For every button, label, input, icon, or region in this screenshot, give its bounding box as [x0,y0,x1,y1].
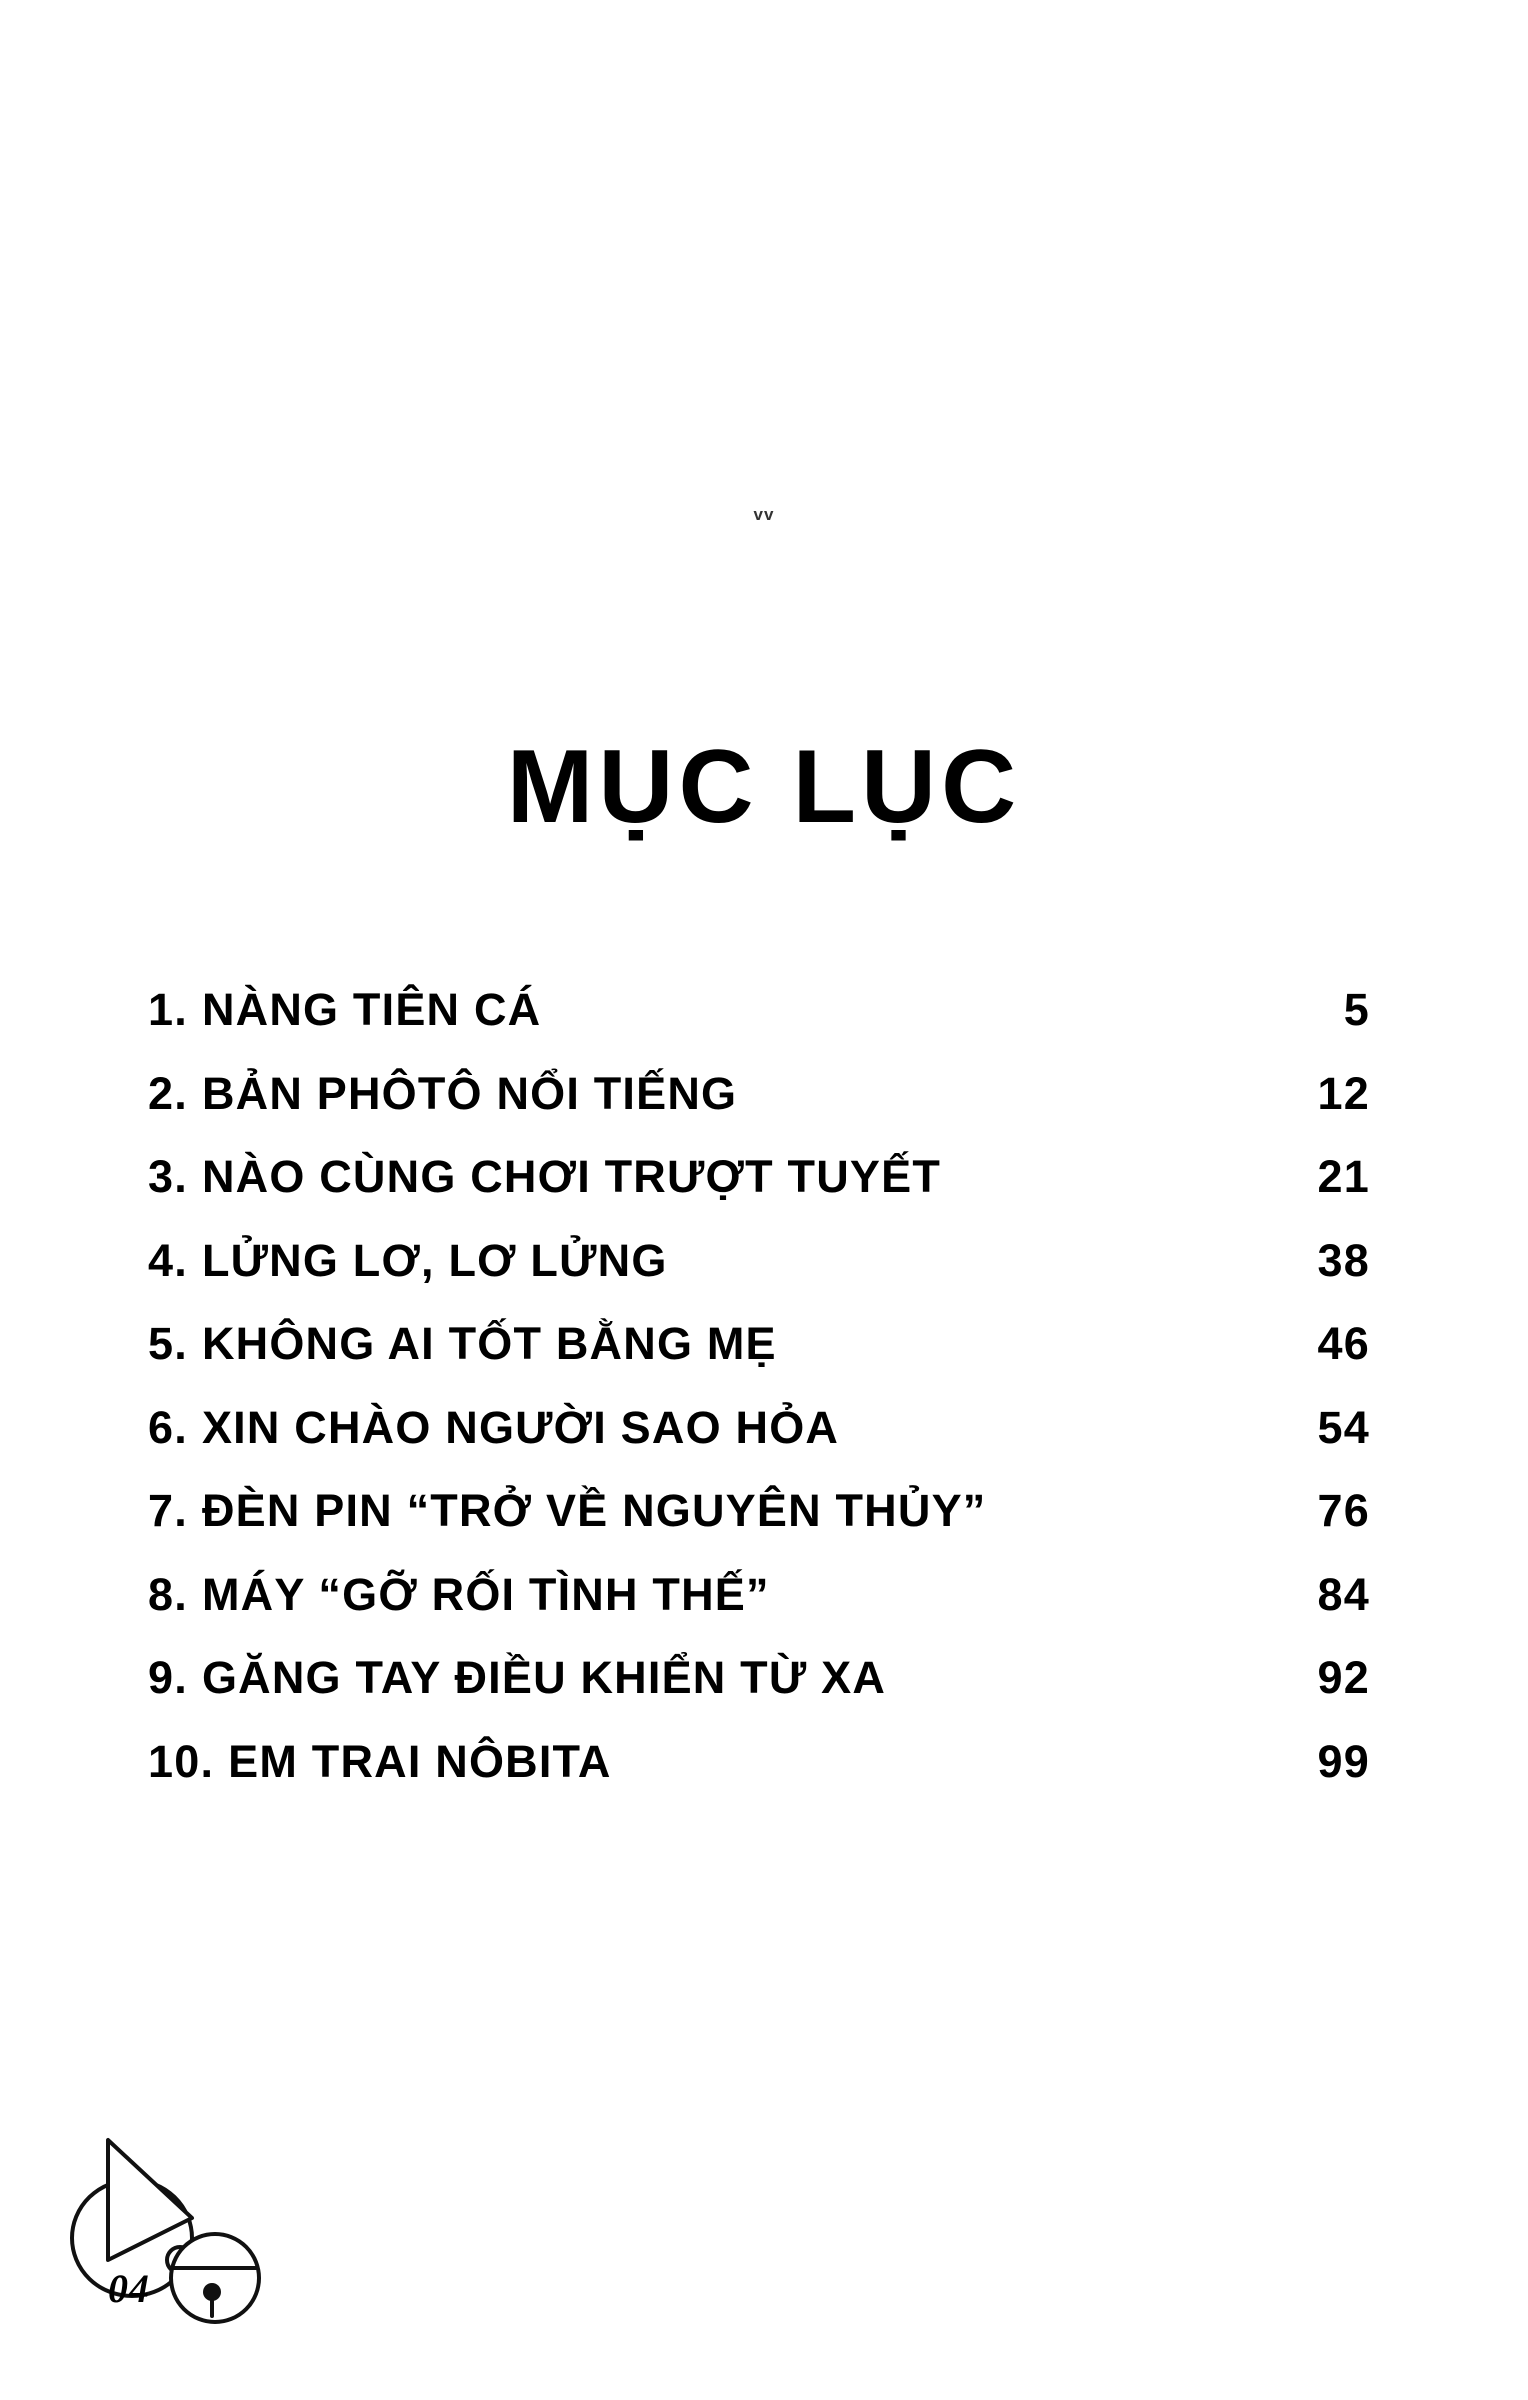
toc-entry-number: 7. [148,1485,188,1536]
toc-entry-label [148,1152,941,1202]
toc-entry-label [148,1069,737,1119]
toc-entry-page: 12 [1317,1067,1370,1119]
toc-entry-label [148,1486,987,1536]
toc-entry-page: 46 [1317,1318,1370,1369]
list-item[interactable] [148,1737,1380,1787]
page-title: MỤC LỤC [506,729,1022,845]
toc-entry-number: 1. [148,984,188,1035]
toc-entry-label [148,985,541,1035]
list-item[interactable] [148,1069,1380,1119]
table-of-contents [148,985,1380,1820]
toc-entry-label [148,1570,770,1620]
toc-entry-number: 9. [148,1652,188,1703]
toc-entry-page: 38 [1317,1234,1370,1286]
toc-entry-label [148,1319,777,1369]
toc-entry-page: 5 [1343,984,1370,1035]
toc-entry-label [148,1403,839,1453]
toc-entry-title: NÀO CÙNG CHƠI TRƯỢT TUYẾT [201,1151,942,1202]
toc-entry-title: GĂNG TAY ĐIỀU KHIỂN TỪ XA [201,1652,887,1703]
list-item[interactable] [148,1653,1380,1703]
toc-entry-number: 5. [148,1318,188,1369]
toc-entry-title: NÀNG TIÊN CÁ [201,984,542,1035]
toc-entry-title: LỬNG LƠ, LƠ LỬNG [201,1234,668,1286]
toc-entry-title: KHÔNG AI TỐT BẰNG MẸ [201,1318,777,1369]
list-item[interactable] [148,1403,1380,1453]
footer-decoration [60,2110,320,2340]
list-item[interactable] [148,985,1380,1035]
toc-entry-title: MÁY “GỠ RỐI TÌNH THẾ” [201,1568,770,1620]
toc-entry-label [148,1236,668,1286]
toc-entry-title: ĐÈN PIN “TRỞ VỀ NGUYÊN THỦY” [201,1485,987,1536]
list-item[interactable] [148,1486,1380,1536]
bell-ribbon-icon [60,2110,320,2340]
toc-entry-number: 8. [148,1568,188,1620]
toc-entry-title: EM TRAI NÔBITA [228,1735,612,1787]
toc-entry-label [148,1653,886,1703]
toc-entry-label [148,1737,612,1787]
toc-entry-page: 99 [1317,1735,1370,1787]
list-item[interactable] [148,1319,1380,1369]
page-number: 04 [108,2266,150,2311]
toc-entry-page: 76 [1317,1485,1370,1536]
toc-entry-page: 21 [1317,1151,1370,1202]
list-item[interactable] [148,1570,1380,1620]
toc-entry-title: BẢN PHÔTÔ NỔI TIẾNG [201,1067,738,1119]
toc-entry-page: 54 [1317,1401,1370,1453]
toc-entry-number: 4. [148,1234,188,1286]
list-item[interactable] [148,1236,1380,1286]
toc-entry-number: 6. [148,1401,188,1453]
toc-entry-page: 92 [1317,1652,1370,1703]
toc-entry-title: XIN CHÀO NGƯỜI SAO HỎA [201,1401,840,1453]
toc-entry-number: 2. [148,1067,188,1119]
list-item[interactable] [148,1152,1380,1202]
toc-entry-number: 3. [148,1151,188,1202]
toc-entry-page: 84 [1317,1568,1370,1620]
top-mark: vv [753,505,775,524]
toc-entry-number: 10. [148,1735,215,1787]
